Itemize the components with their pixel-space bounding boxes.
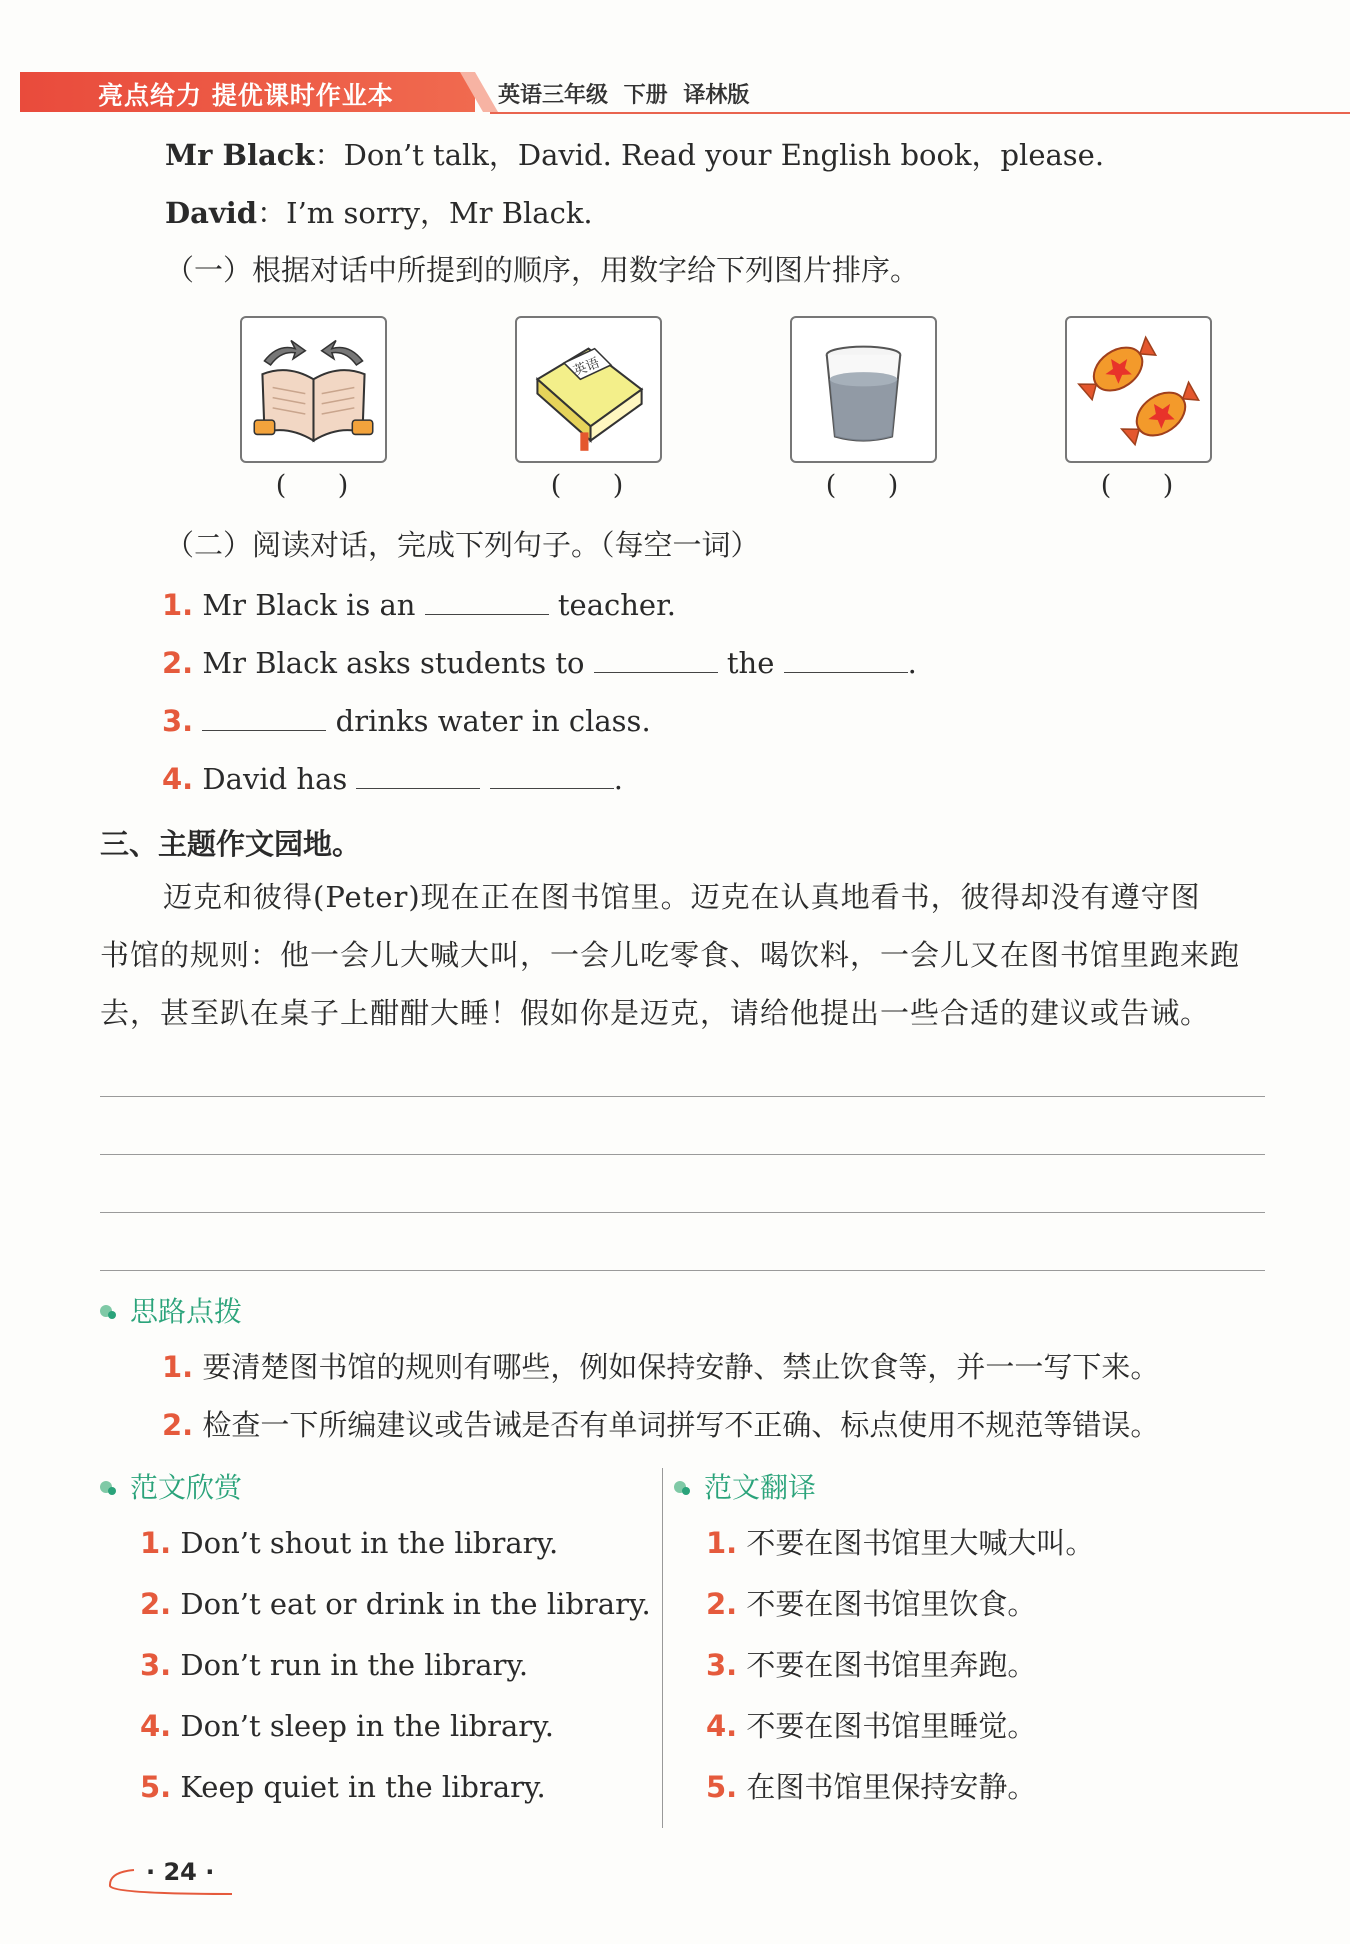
- part1-instruction: （一）根据对话中所提到的顺序，用数字给下列图片排序。: [165, 253, 920, 287]
- translation-heading: [674, 1466, 816, 1506]
- item-number: 4.: [706, 1709, 738, 1743]
- header-subtitle: 英语三年级 下册 译林版: [498, 83, 750, 108]
- english-book-icon: [517, 318, 660, 461]
- item-text: .: [907, 646, 917, 680]
- dialogue-text: I’m sorry，Mr Black.: [286, 196, 593, 230]
- picture-reading: [240, 316, 387, 463]
- item-number: 1.: [706, 1526, 738, 1560]
- glass-of-water-icon: [792, 318, 935, 461]
- translation-item-1: [706, 1526, 1094, 1561]
- fill-item-2: [162, 646, 917, 681]
- item-number: 2.: [162, 646, 194, 680]
- bullet-icon: [108, 1311, 116, 1319]
- item-text: 不要在图书馆里大喊大叫。: [746, 1526, 1095, 1560]
- writing-line[interactable]: [100, 1270, 1265, 1271]
- header-title: 亮点给力 提优课时作业本: [98, 81, 394, 110]
- candy-icon: [1067, 318, 1210, 461]
- blank-field[interactable]: [356, 787, 480, 789]
- fill-item-1: [162, 588, 676, 623]
- item-number: 2.: [162, 1408, 194, 1442]
- column-divider: [662, 1468, 663, 1828]
- dialogue-text: Don’t talk，David. Read your English book，please.: [343, 138, 1105, 172]
- translation-item-4: [706, 1709, 1036, 1744]
- item-number: 5.: [706, 1770, 738, 1804]
- blank-field[interactable]: [202, 729, 326, 731]
- picture-english-book: [515, 316, 662, 463]
- fill-item-4: [162, 762, 623, 797]
- item-text: 在图书馆里保持安静。: [746, 1770, 1037, 1804]
- item-text: 要清楚图书馆的规则有哪些，例如保持安静、禁止饮食等，并一一写下来。: [202, 1350, 1160, 1384]
- item-text: .: [613, 762, 623, 796]
- item-number: 3.: [706, 1648, 738, 1682]
- dialogue-line-1: [165, 138, 1104, 173]
- answer-parens-4[interactable]: ( ): [1100, 470, 1174, 501]
- dialogue-line-2: [165, 196, 593, 231]
- translation-heading-text: 范文翻译: [704, 1471, 817, 1504]
- sample-item-3: [140, 1648, 528, 1683]
- tips-heading: [100, 1290, 242, 1330]
- tip-item-1: [162, 1350, 1159, 1385]
- item-number: 4.: [162, 762, 194, 796]
- bullet-icon: [682, 1487, 690, 1495]
- writing-line[interactable]: [100, 1212, 1265, 1213]
- translation-item-3: [706, 1648, 1036, 1683]
- item-text: the: [726, 646, 775, 680]
- item-text: Don’t eat or drink in the library.: [180, 1587, 651, 1621]
- item-text: Mr Black asks students to: [202, 646, 585, 680]
- sample-heading: [100, 1466, 242, 1506]
- item-number: 3.: [162, 704, 194, 738]
- part2-instruction: （二）阅读对话，完成下列句子。（每空一词）: [165, 528, 760, 562]
- item-number: 1.: [162, 1350, 194, 1384]
- picture-water: [790, 316, 937, 463]
- fill-item-3: [162, 704, 651, 739]
- sample-item-2: [140, 1587, 651, 1622]
- item-number: 1.: [140, 1526, 172, 1560]
- picture-candy: [1065, 316, 1212, 463]
- item-text: 不要在图书馆里奔跑。: [746, 1648, 1037, 1682]
- page-header: [20, 72, 1340, 114]
- sample-item-5: [140, 1770, 546, 1805]
- blank-field[interactable]: [784, 671, 908, 673]
- item-text: Keep quiet in the library.: [180, 1770, 546, 1804]
- item-number: 4.: [140, 1709, 172, 1743]
- item-text: 不要在图书馆里饮食。: [746, 1587, 1037, 1621]
- answer-parens-2[interactable]: ( ): [550, 470, 624, 501]
- item-text: David has: [202, 762, 348, 796]
- writing-line[interactable]: [100, 1096, 1265, 1097]
- item-text: 检查一下所编建议或告诫是否有单词拼写不正确、标点使用不规范等错误。: [202, 1408, 1160, 1442]
- blank-field[interactable]: [594, 671, 718, 673]
- writing-line[interactable]: [100, 1154, 1265, 1155]
- item-number: 2.: [140, 1587, 172, 1621]
- speaker-sep: ：: [257, 196, 287, 230]
- item-text: Don’t sleep in the library.: [180, 1709, 554, 1743]
- tips-heading-text: 思路点拨: [130, 1295, 243, 1328]
- blank-field[interactable]: [490, 787, 614, 789]
- section3-paragraph-line-1: 迈克和彼得(Peter)现在正在图书馆里。迈克在认真地看书，彼得却没有遵守图: [163, 880, 1201, 914]
- item-text: Mr Black is an: [202, 588, 416, 622]
- header-rule: [490, 112, 1350, 114]
- blank-field[interactable]: [425, 613, 549, 615]
- sample-item-1: [140, 1526, 558, 1561]
- item-number: 1.: [162, 588, 194, 622]
- item-text: teacher.: [557, 588, 676, 622]
- answer-parens-1[interactable]: ( ): [275, 470, 349, 501]
- sample-item-4: [140, 1709, 554, 1744]
- speaker-name: David: [165, 196, 258, 230]
- page-number: · 24 ·: [146, 1858, 215, 1886]
- item-text: Don’t shout in the library.: [180, 1526, 559, 1560]
- section3-paragraph-line-3: 去，甚至趴在桌子上酣酣大睡！假如你是迈克，请给他提出一些合适的建议或告诫。: [100, 996, 1211, 1030]
- answer-parens-3[interactable]: ( ): [825, 470, 899, 501]
- translation-item-2: [706, 1587, 1036, 1622]
- item-number: 3.: [140, 1648, 172, 1682]
- speaker-sep: ：: [314, 138, 344, 172]
- bullet-icon: [108, 1487, 116, 1495]
- section3-heading: 三、主题作文园地。: [100, 827, 362, 861]
- sample-heading-text: 范文欣赏: [130, 1471, 243, 1504]
- item-text: drinks water in class.: [335, 704, 651, 738]
- item-number: 2.: [706, 1587, 738, 1621]
- item-text: 不要在图书馆里睡觉。: [746, 1709, 1037, 1743]
- section3-paragraph-line-2: 书馆的规则：他一会儿大喊大叫，一会儿吃零食、喝饮料，一会儿又在图书馆里跑来跑: [100, 938, 1241, 972]
- item-number: 5.: [140, 1770, 172, 1804]
- book-cover-label: 英语: [571, 355, 602, 380]
- translation-item-5: [706, 1770, 1036, 1805]
- reading-book-icon: [242, 318, 385, 461]
- item-text: Don’t run in the library.: [180, 1648, 529, 1682]
- tip-item-2: [162, 1408, 1159, 1443]
- speaker-name: Mr Black: [165, 138, 315, 172]
